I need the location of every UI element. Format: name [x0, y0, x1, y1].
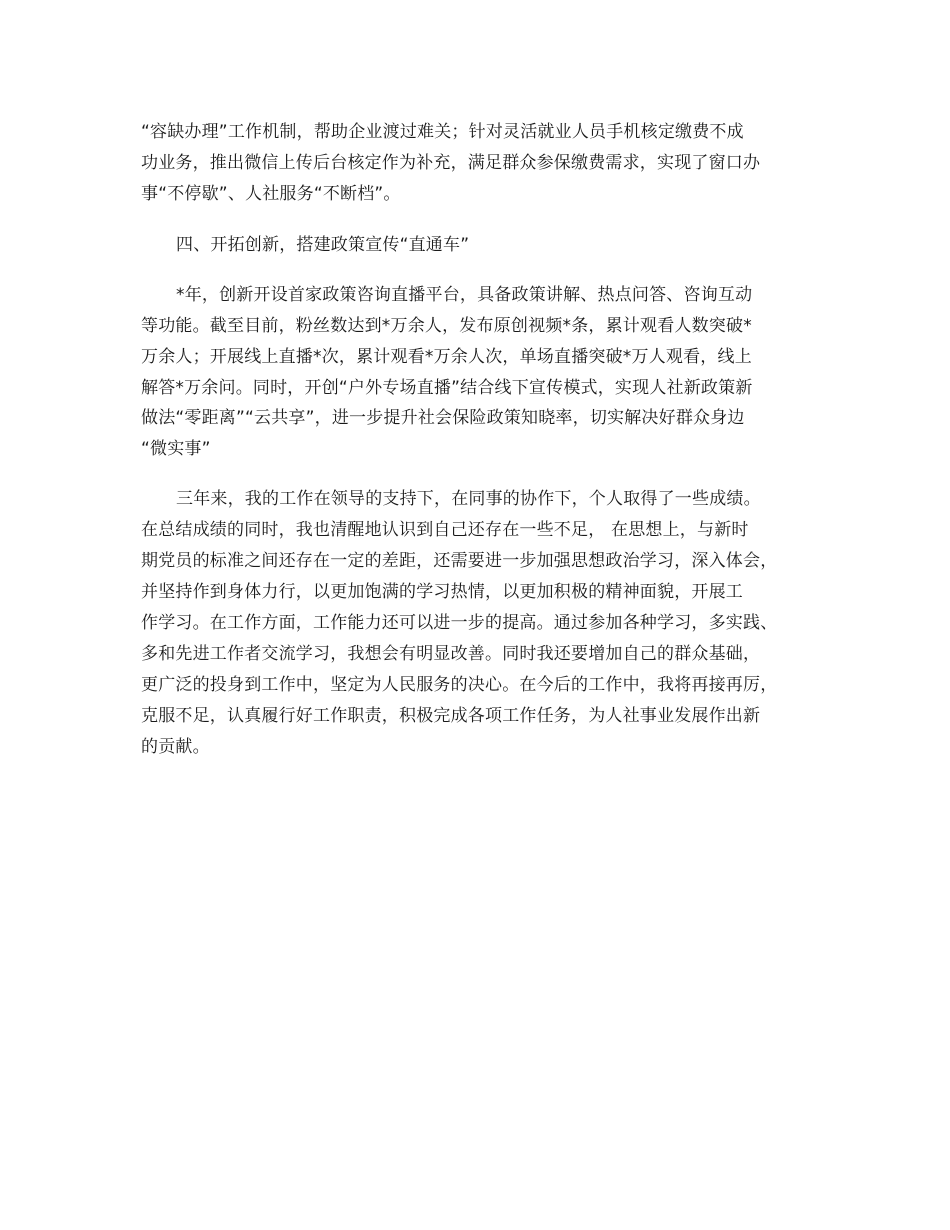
paragraph-3-line-7: 更广泛的投身到工作中，坚定为人民服务的决心。在今后的工作中，我将再接再厉，: [141, 675, 778, 695]
paragraph-3-line-6: 多和先进工作者交流学习，我想会有明显改善。同时我还要增加自己的群众基础，: [141, 644, 761, 664]
paragraph-2-line-2: 等功能。截至目前，粉丝数达到*万余人，发布原创视频*条，累计观看人数突破*: [141, 316, 752, 336]
paragraph-2-line-6: “微实事”: [141, 439, 211, 459]
paragraph-1-line-1: “容缺办理”工作机制，帮助企业渡过难关；针对灵活就业人员手机核定缴费不成: [141, 122, 744, 142]
paragraph-2-line-3: 万余人；开展线上直播*次，累计观看*万余人次，单场直播突破*万人观看，线上: [141, 347, 752, 367]
paragraph-2-line-5: 做法“零距离”“云共享”，进一步提升社会保险政策知晓率，切实解决好群众身边: [141, 408, 745, 428]
paragraph-3-line-2: 在总结成绩的同时，我也清醒地认识到自己还存在一些不足， 在思想上，与新时: [141, 520, 749, 540]
paragraph-3-line-8: 克服不足，认真履行好工作职责，积极完成各项工作任务，为人社事业发展作出新: [141, 706, 761, 726]
paragraph-3-line-5: 作学习。在工作方面，工作能力还可以进一步的提高。通过参加各种学习，多实践、: [141, 613, 778, 633]
paragraph-1-line-2: 功业务，推出微信上传后台核定作为补充，满足群众参保缴费需求，实现了窗口办: [141, 153, 761, 173]
paragraph-2-line-4: 解答*万余问。同时，开创“户外专场直播”结合线下宣传模式，实现人社新政策新: [141, 378, 753, 398]
section-heading-4: 四、开拓创新，搭建政策宣传“直通车”: [176, 235, 470, 255]
paragraph-3-line-3: 期党员的标准之间还存在一定的差距，还需要进一步加强思想政治学习，深入体会，: [141, 551, 778, 571]
paragraph-3-line-1: 三年来，我的工作在领导的支持下，在同事的协作下，个人取得了一些成绩。: [176, 489, 761, 509]
paragraph-3-line-4: 并坚持作到身体力行，以更加饱满的学习热情，以更加积极的精神面貌，开展工: [141, 582, 743, 602]
paragraph-3-line-9: 的贡献。: [141, 737, 210, 757]
paragraph-1-line-3: 事“不停歇”、人社服务“不断档”。: [141, 184, 401, 204]
paragraph-2-line-1: *年，创新开设首家政策咨询直播平台，具备政策讲解、热点问答、咨询互动: [176, 285, 753, 305]
